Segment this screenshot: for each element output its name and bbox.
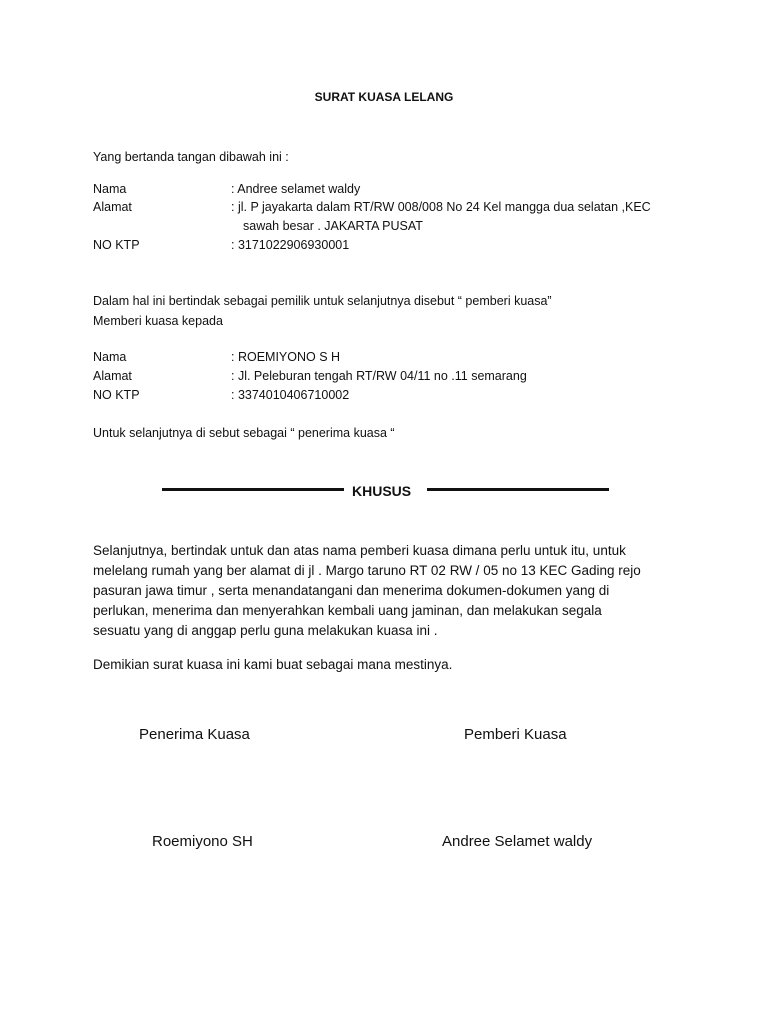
closing-text: Demikian surat kuasa ini kami buat sebagai mana mestinya. bbox=[93, 657, 453, 672]
document-title: SURAT KUASA LELANG bbox=[314, 90, 454, 104]
penerima-alamat-label: Alamat bbox=[93, 369, 132, 383]
pemberi-nama-label: Nama bbox=[93, 182, 127, 196]
paragraph-line: melelang rumah yang ber alamat di jl . Margo taruno RT 02 RW / 05 no 13 KEC Gading rejo bbox=[93, 563, 641, 578]
penerima-alamat-value: : Jl. Peleburan tengah RT/RW 04/11 no .11 semarang bbox=[231, 369, 527, 383]
signature-left-name: Roemiyono SH bbox=[152, 833, 253, 850]
pemberi-alamat-value: : jl. P jayakarta dalam RT/RW 008/008 No 24 Kel mangga dua selatan ,KEC bbox=[231, 200, 651, 214]
signature-left-title: Penerima Kuasa bbox=[139, 726, 250, 743]
khusus-heading: KHUSUS bbox=[352, 483, 412, 499]
divider-right bbox=[427, 488, 609, 491]
pemberi-nama-value: : Andree selamet waldy bbox=[231, 182, 361, 196]
penerima-nama-label: Nama bbox=[93, 350, 127, 364]
grant-text: Memberi kuasa kepada bbox=[93, 314, 223, 328]
pemberi-ktp-value: : 3171022906930001 bbox=[231, 238, 350, 252]
penerima-ktp-label: NO KTP bbox=[93, 388, 140, 402]
paragraph-line: pasuran jawa timur , serta menandatangani dan menerima dokumen-dokumen yang di bbox=[93, 583, 610, 598]
intro-text: Yang bertanda tangan dibawah ini : bbox=[93, 150, 289, 164]
penerima-ktp-value: : 3374010406710002 bbox=[231, 388, 350, 402]
penerima-note: Untuk selanjutnya di sebut sebagai “ penerima kuasa “ bbox=[93, 426, 395, 440]
paragraph-line: sesuatu yang di anggap perlu guna melakukan kuasa ini . bbox=[93, 623, 438, 638]
paragraph-line: perlukan, menerima dan menyerahkan kembali uang jaminan, dan melakukan segala bbox=[93, 603, 602, 618]
capacity-text: Dalam hal ini bertindak sebagai pemilik untuk selanjutnya disebut “ pemberi kuasa” bbox=[93, 294, 552, 308]
signature-right-title: Pemberi Kuasa bbox=[464, 726, 567, 743]
pemberi-alamat-label: Alamat bbox=[93, 200, 132, 214]
penerima-nama-value: : ROEMIYONO S H bbox=[231, 350, 341, 364]
divider-left bbox=[162, 488, 344, 491]
pemberi-alamat-value-cont: sawah besar . JAKARTA PUSAT bbox=[243, 219, 423, 233]
paragraph-line: Selanjutnya, bertindak untuk dan atas nama pemberi kuasa dimana perlu untuk itu, untuk bbox=[93, 543, 626, 558]
signature-right-name: Andree Selamet waldy bbox=[442, 833, 593, 850]
pemberi-ktp-label: NO KTP bbox=[93, 238, 140, 252]
